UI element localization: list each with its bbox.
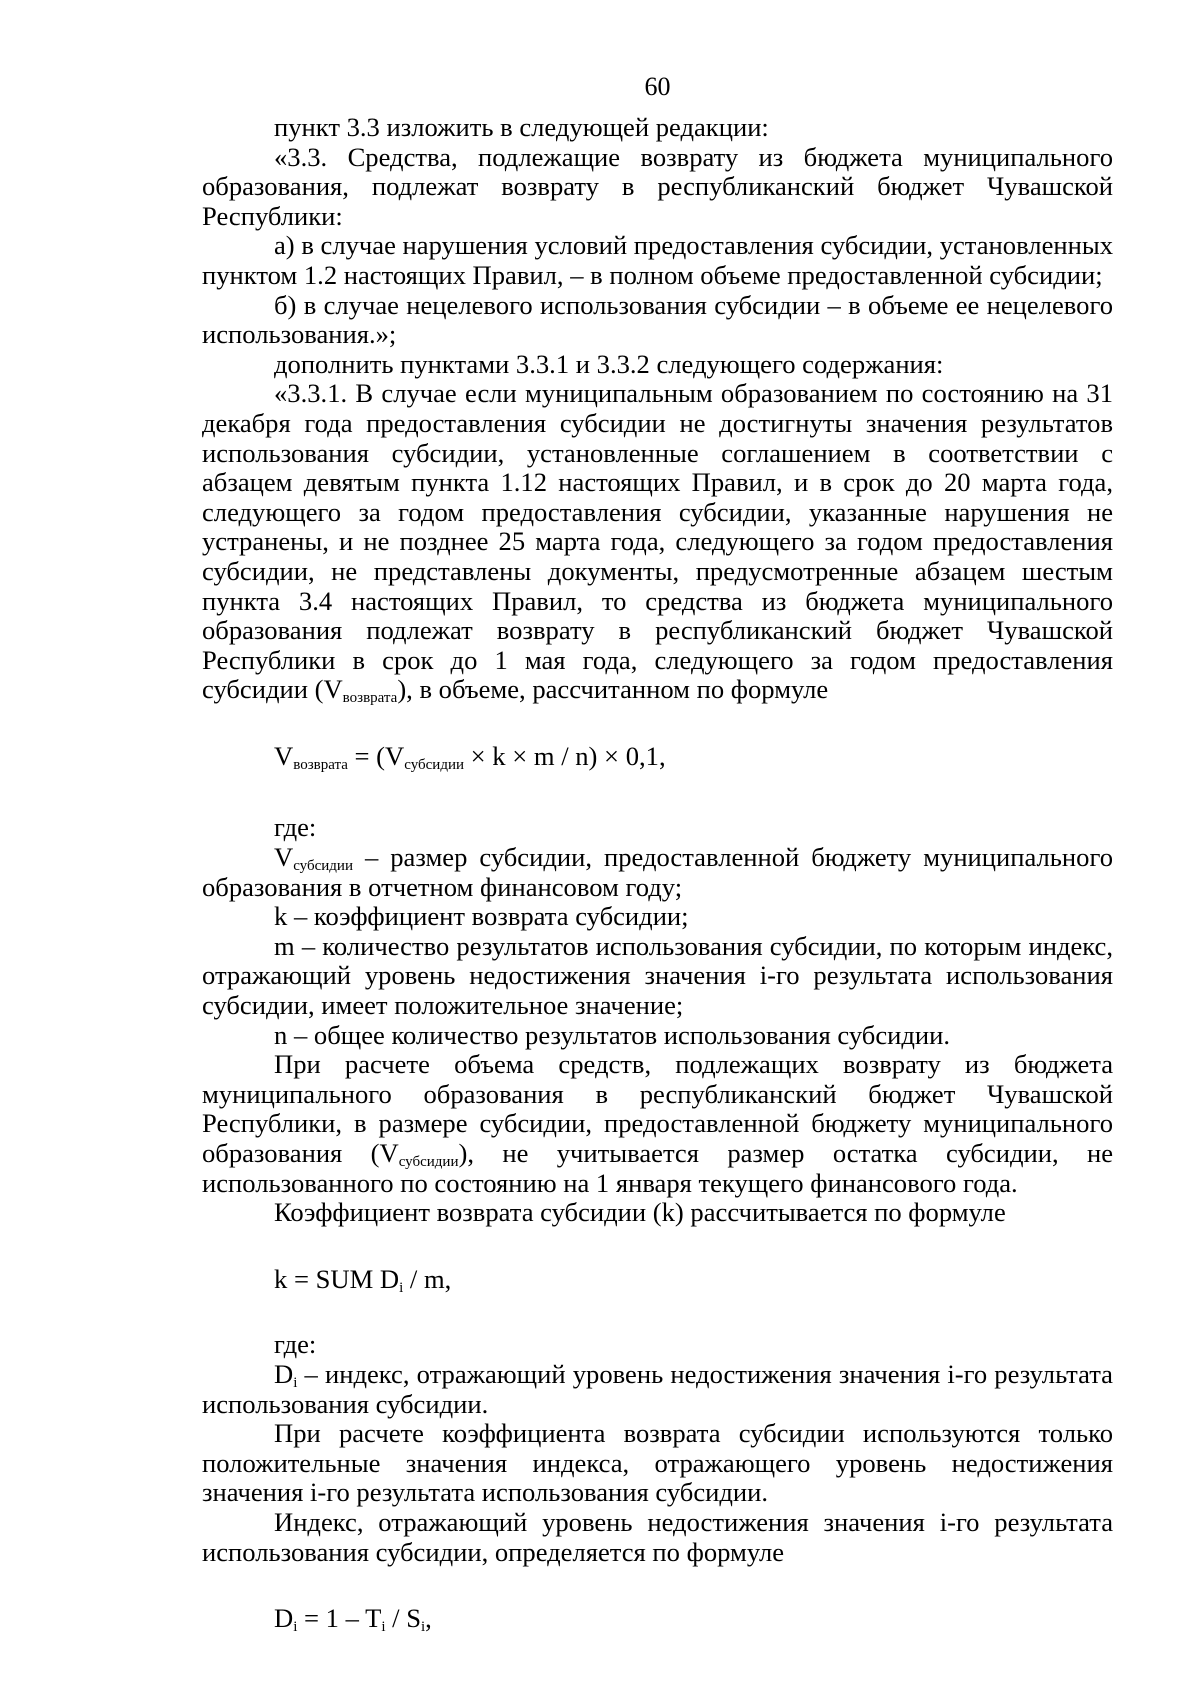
formula-rest: × k × m / n) × 0,1, — [464, 740, 666, 771]
formula-k-subscript: i — [399, 1279, 404, 1296]
subscript-vozvrata: возврата — [342, 690, 398, 707]
formula-vsub-subscript: субсидии — [404, 756, 464, 773]
formula-di-d-subscript: i — [293, 1619, 298, 1636]
paragraph-3-3: «3.3. Средства, подлежащие возврату из бюджета муниципального образования, подлежат возврату в республиканский бюджет Чувашской Республики: — [202, 141, 1113, 231]
paragraph-index-formula-intro: Индекс, отражающий уровень недостижения значения i-го результата использования субсидии, определяется по формуле — [202, 1506, 1113, 1567]
definition-k: k – коэффициент возврата субсидии; — [274, 901, 689, 932]
spacer — [202, 1567, 1113, 1604]
paragraph-positive-values: При расчете коэффициента возврата субсидии используются только положительные значения индекса, отражающего уровень недостижения значения i-го результата использования субсидии. — [202, 1418, 1113, 1508]
formula-di-end: , — [425, 1603, 432, 1634]
paragraph-add-points: дополнить пунктами 3.3.1 и 3.3.2 следующего содержания: — [274, 348, 944, 379]
paragraph-3-3-1 — [202, 379, 1113, 705]
paragraph-coefficient-intro: Коэффициент возврата субсидии (k) рассчитывается по формуле — [274, 1197, 1006, 1228]
paragraph-3-3-b: б) в случае нецелевого использования субсидии – в объеме ее нецелевого использования.»; — [202, 289, 1113, 350]
definition-di — [202, 1360, 1113, 1419]
formula-di-t-subscript: i — [381, 1619, 386, 1636]
formula-v-subscript: возврата — [293, 756, 348, 773]
where-label-1: где: — [274, 812, 317, 843]
formula-v-vozvrata — [202, 742, 1113, 772]
paragraph-calculation-note — [202, 1050, 1113, 1198]
formula-di-d: D — [274, 1603, 294, 1634]
definition-v-subsidii — [202, 843, 1113, 902]
definition-m: m – количество результатов использования субсидии, по которым индекс, отражающий уровень недостижения значения i-го результата использования субсидии, имеет положительное значение; — [202, 930, 1113, 1021]
where-label-2: где: — [274, 1329, 317, 1360]
calculation-note-text-a: При расчете объема средств, подлежащих возврату из бюджета муниципального образования в республиканский бюджет Чувашской Республики, в размере субсидии, предоставленной бюджету муниципального образования (V — [202, 1049, 1113, 1168]
definition-v-symbol: V — [274, 842, 294, 873]
formula-eq-open: = (V — [347, 740, 405, 771]
paragraph-3-3-1-text-b: ), в объеме, рассчитанном по формуле — [397, 674, 829, 705]
calculation-note-subscript: субсидии — [398, 1154, 459, 1170]
document-body — [202, 113, 1113, 1634]
formula-k-left: k = SUM D — [274, 1263, 400, 1294]
spacer — [202, 1228, 1113, 1265]
formula-k-right: / m, — [403, 1263, 452, 1294]
formula-di-mid: = 1 – T — [297, 1603, 382, 1634]
formula-k — [202, 1265, 1113, 1295]
formula-di — [202, 1604, 1113, 1634]
page-number: 60 — [644, 72, 671, 101]
definition-v-text: – размер субсидии, предоставленной бюджету муниципального образования в отчетном финансовом году; — [202, 842, 1113, 902]
paragraph-3-3-a: а) в случае нарушения условий предоставления субсидии, установленных пунктом 1.2 настоящих Правил, – в полном объеме предоставленной субсидии; — [202, 230, 1113, 290]
definition-v-subscript: субсидии — [293, 858, 353, 875]
spacer — [202, 705, 1113, 742]
paragraph-3-3-1-text-a: «3.3.1. В случае если муниципальным образованием по состоянию на 31 декабря года предоставления субсидии не достигнуты значения результатов использования субсидии, установленные соглашением в соответствии с абзацем девятым пункта 1.12 настоящих Правил, и в срок до 20 марта года, следующего за годом предоставления субсидии, указанные нарушения не устранены, и не позднее 25 марта года, следующего за годом предоставления субсидии, не представлены документы, предусмотренные абзацем шестым пункта 3.4 настоящих Правил, то средства из бюджета муниципального образования подлежат возврату в республиканский бюджет Чувашской Республики в срок до 1 мая года, следующего за годом предоставления субсидии (V — [202, 378, 1113, 705]
definition-d-symbol: D — [274, 1358, 294, 1389]
formula-v-symbol: V — [274, 740, 294, 771]
definition-d-subscript: i — [293, 1374, 298, 1391]
paragraph-intro: пункт 3.3 изложить в следующей редакции: — [274, 112, 769, 142]
formula-di-div: / S — [385, 1603, 421, 1634]
definition-n: n – общее количество результатов использования субсидии. — [274, 1019, 950, 1050]
definition-d-text: – индекс, отражающий уровень недостижения значения i-го результата использования субсидии. — [202, 1358, 1113, 1419]
spacer — [202, 1294, 1113, 1330]
calculation-note-text-b: ), не учитывается размер остатка субсидии, не использованного по состоянию на 1 января текущего финансового года. — [202, 1138, 1113, 1198]
formula-di-s-subscript: i — [421, 1619, 426, 1636]
spacer — [202, 771, 1113, 813]
